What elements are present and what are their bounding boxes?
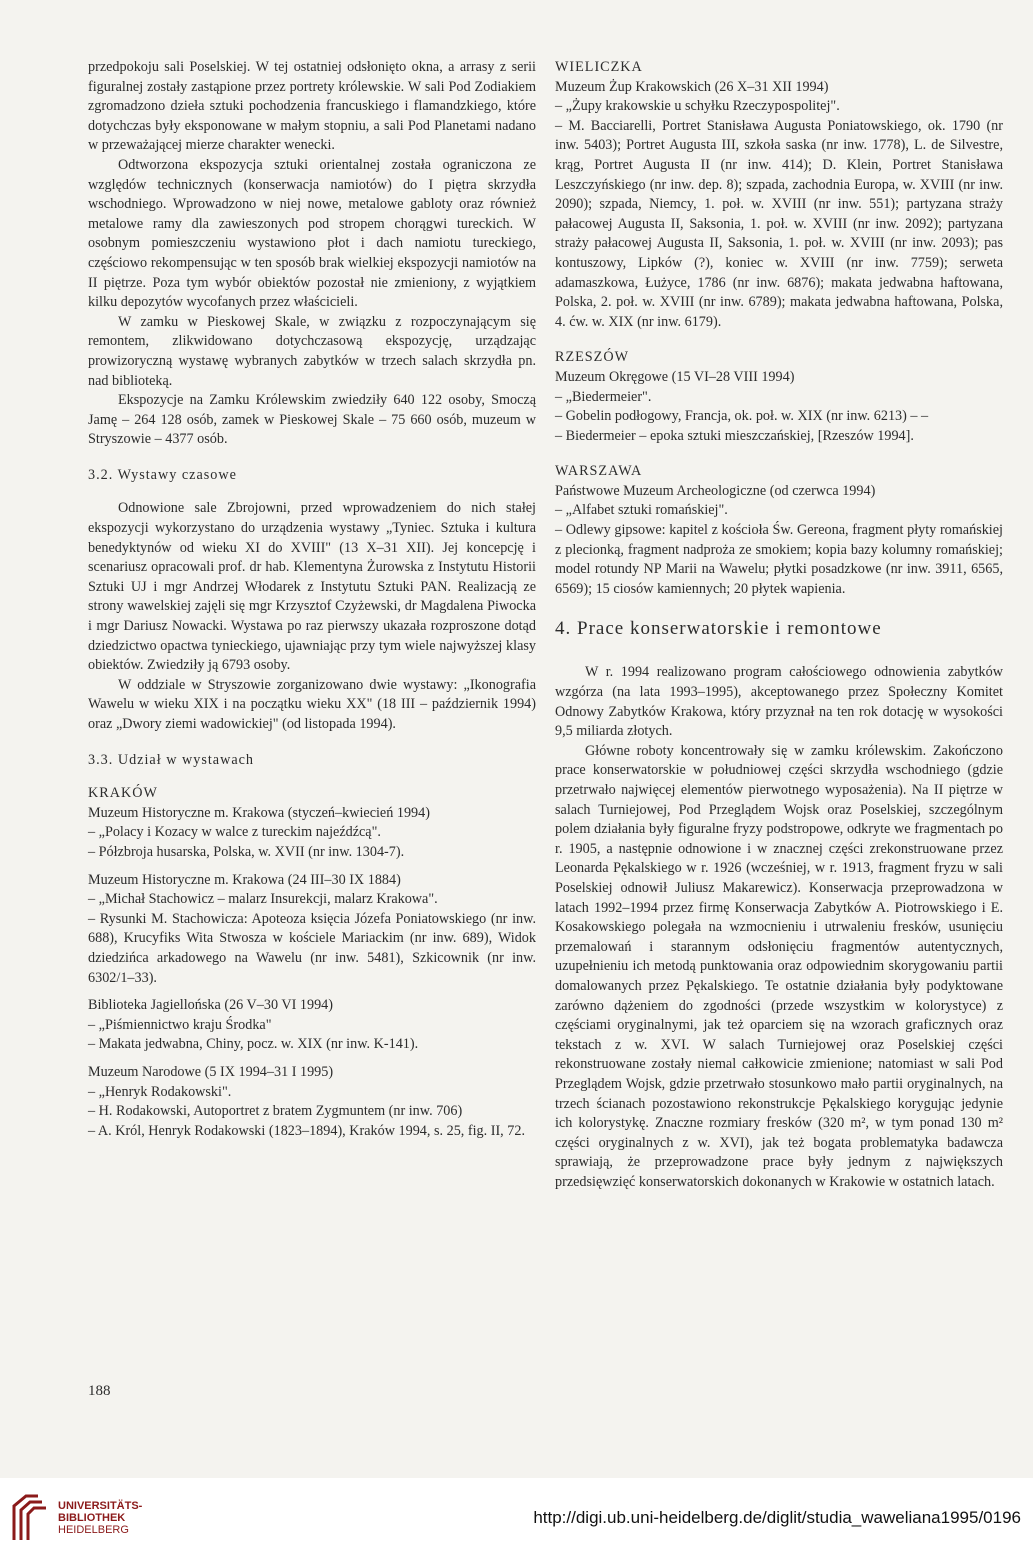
list-item: – Półzbroja husarska, Polska, w. XVII (nr inw. 1304-7).: [88, 843, 405, 860]
list-item: – „Żupy krakowskie u schyłku Rzeczypospolitej".: [555, 98, 840, 115]
list-item: – A. Król, Henryk Rodakowski (1823–1894), Kraków 1994, s. 25, fig. II, 72.: [88, 1122, 526, 1139]
footer-bar: [0, 1478, 1033, 1560]
chapter-heading: 4. Prace konserwatorskie i remontowe: [555, 618, 882, 640]
museum-date: (styczeń–kwiecień 1994): [284, 804, 430, 821]
museum-entry: [88, 804, 536, 824]
museum-date: (od czerwca 1994): [766, 482, 876, 499]
paragraph: W oddziale w Stryszowie zorganizowano dwie wystawy: „Ikonografia Wawelu w wieku XIX i na początku wieku XX" (18 III – październik 1994) oraz „Dwory ziemi wadowickiej" (od listopada 1994).: [88, 676, 536, 732]
library-logo-icon: [10, 1492, 52, 1544]
museum-date: (26 V–30 VI 1994): [220, 997, 333, 1014]
museum-name: Muzeum Historyczne m. Krakowa: [88, 804, 285, 821]
paragraph: Ekspozycje na Zamku Królewskim zwiedziły 640 122 osoby, Smoczą Jamę – 264 128 osób, zamek w Pieskowej Skale – 75 660 osób, muzeum w Stryszowie – 4377 osób.: [88, 392, 536, 448]
list-item: – H. Rodakowski, Autoportret z bratem Zygmuntem (nr inw. 706): [88, 1103, 463, 1120]
paragraph: Odtworzona ekspozycja sztuki orientalnej została ograniczona ze względów technicznych (konserwacja namiotów) do I piętra skrzydła wschodniego. Wprowadzono w niej nowe, metalowe gabloty oraz również metalowe ramy dla zawieszonych pod stropem chorągwi tureckich. W osobnym pomieszczeniu wystawiono płot i dach namiotu tureckiego, częściowo rekompensując w ten sposób brak wielkiej ekspozycji namiotów na II piętrze. Poza tym wybór obiektów pozostał nie zmieniony, z wyjątkiem kilku depozytów wycofanych przez właścicieli.: [88, 156, 536, 311]
list-item: – Odlewy gipsowe: kapitel z kościoła Św. Gereona, fragment płyty romańskiej z plecionką, fragment nadproża ze smokiem; kopia bazy kolumny romańskiej; model rotundy NP Marii na Wawelu; płytki posadzkowe (nr inw. 3911, 6565, 6569); 15 ciosów kamiennych; 20 płytek wapienia.: [555, 522, 1003, 597]
list-item: – „Henryk Rodakowski".: [88, 1083, 232, 1100]
museum-entry: [555, 368, 1003, 388]
list-item: – Rysunki M. Stachowicza: Apoteoza księcia Józefa Poniatowskiego (nr inw. 688), Krucyfiks Wita Stwosza w kościele Mariackim (nr inw. 689), Widok dziedzińca arkadowego na Wawelu (nr inw. 5481), Szkicownik (nr inw. 6302/1–33).: [88, 910, 536, 986]
page-number: 188: [88, 1383, 111, 1399]
museum-entry: [88, 1063, 536, 1083]
museum-name: Muzeum Historyczne m. Krakowa: [88, 871, 285, 888]
paragraph: Główne roboty koncentrowały się w zamku królewskim. Zakończono prace konserwatorskie w południowej części skrzydła wschodniego (gdzie przetrwało najwięcej elementów pierwotnego wyposażenia). Na II piętrze w salach Turniejowej, Pod Przeglądem Wojsk oraz Poselskiej, szczególnym polem działania były figuralne fryzy podstropowe, odkryte we fragmentach po r. 1905, a następnie odnowione i w znacznej części zrekonstruowane przez Leonarda Pękalskiego w r. 1926 (wcześniej, w r. 1913, fragment fryzu w sali Poselskiej odnowił Juliusz Makarewicz). Konserwacja przeprowadzona w latach 1992–1994 przez firmę Konserwacja Zabytków A. Piotrowskiego i E. Kosakowskiego polegała na wzmocnieniu i utrwaleniu fresków, usunięciu przemalowań i starannym odsłonięciu fragmentów autentycznych, uzupełnieniu ich metodą punktowania oraz odpowiednim skorygowaniu partii domalowanych przez Pękalskiego. Te ostatnie działania były podyktowane zarówno dążeniem do zgodności (przede wszystkim w kolorystyce) z częściami oryginalnymi, jak też oparciem się na wzorach graficznych oraz tekstach z w. XVI. W salach Turniejowej oraz Poselskiej części rekonstruowane zostały niemal całkowicie zmienione; natomiast w sali Pod Przeglądem Wojsk, gdzie przetrwało stosunkowo mało partii oryginalnych, na trzech ścianach pozostawiono rekonstrukcje Pękalskiego korygując jedynie ich kolorystykę. Znaczne rozmiary fresków (320 m², w tym ponad 130 m² części oryginalnych z w. XVI), jak też bogata problematyka badawcza sprawiają, że przeprowadzone prace były jednym z największych przedsięwzięć konserwatorskich dokonanych w Krakowie w ostatnich latach.: [555, 742, 1003, 1190]
logo-line: BIBLIOTHEK: [58, 1512, 126, 1524]
museum-entry: [555, 482, 1003, 502]
museum-entry: [555, 78, 1003, 98]
city-heading: RZESZÓW: [555, 349, 629, 366]
list-item: – „Alfabet sztuki romańskiej".: [555, 502, 728, 519]
section-heading: 3.2. Wystawy czasowe: [88, 466, 237, 483]
logo-line: HEIDELBERG: [58, 1524, 129, 1536]
library-logo-text: [58, 1500, 142, 1536]
source-url-link[interactable]: http://digi.ub.uni-heidelberg.de/diglit/studia_waweliana1995/0196: [533, 1508, 1021, 1527]
list-item: – Makata jedwabna, Chiny, pocz. w. XIX (nr inw. K-141).: [88, 1036, 419, 1053]
city-heading: WARSZAWA: [555, 463, 643, 480]
paragraph: W r. 1994 realizowano program całościowego odnowienia zabytków wzgórza (na lata 1993–1995), akceptowanego przez Społeczny Komitet Odnowy Zabytków Krakowa, który przyznał na ten rok dotację w wysokości 9,5 miliarda złotych.: [555, 664, 1003, 740]
paragraph: W zamku w Pieskowej Skale, w związku z rozpoczynającym się remontem, zlikwidowano dotychczasową ekspozycję, urządzając prowizoryczną wystawę wybranych zabytków w trzech salach skrzydła pn. nad biblioteką.: [88, 313, 536, 389]
city-heading: WIELICZKA: [555, 59, 643, 75]
museum-date: (26 X–31 XII 1994): [711, 78, 829, 95]
paragraph: przedpokoju sali Poselskiej. W tej ostatniej odsłonięto okna, a arrasy z serii figuralnej zostały zastąpione przez portrety królewskie. W sali Pod Zodiakiem zgromadzono dzieła sztuki pochodzenia francuskiego i flamandzkiego, które dotychczas były eksponowane w małym stopniu, a sali Pod Planetami nadano w przeważającej mierze charakter wenecki.: [88, 59, 536, 154]
right-column: [555, 58, 1003, 1192]
museum-name: Muzeum Narodowe: [88, 1063, 202, 1080]
museum-name: Muzeum Okręgowe: [555, 368, 669, 385]
museum-name: Państwowe Muzeum Archeologiczne: [555, 482, 767, 499]
paragraph: Odnowione sale Zbrojowni, przed wprowadzeniem do nich stałej ekspozycji wykorzystano do urządzenia wystawy „Tyniec. Sztuka i kultura benedyktynów od wieku XI do XVIII" (13 X–31 XII). Jej koncepcję i scenariusz opracowali prof. dr hab. Klementyna Żurowska z Instytutu Historii Sztuki UJ i mgr Andrzej Włodarek z Instytutu Sztuki PAN. Realizacją ze strony wawelskiej zajęli się mgr Krzysztof Czyżewski, dr Magdalena Piwocka i mgr Dariusz Nowacki. Wystawa po raz pierwszy ukazała rozproszone dotąd dziedzictwo opactwa tynieckiego, ujawniając przy tym wiele najwyższej klasy obiektów. Zwiedziły ją 6793 osoby.: [88, 500, 536, 674]
museum-name: Biblioteka Jagiellońska: [88, 997, 221, 1014]
list-item: – Gobelin podłogowy, Francja, ok. poł. w. XIX (nr inw. 6213) – –: [555, 408, 929, 425]
left-column: [88, 58, 536, 1141]
museum-name: Muzeum Żup Krakowskich: [555, 78, 712, 95]
list-item: – „Biedermeier".: [555, 388, 652, 405]
list-item: – Biedermeier – epoka sztuki mieszczańskiej, [Rzeszów 1994].: [555, 427, 914, 444]
museum-entry: [88, 996, 536, 1016]
logo-line: UNIVERSITÄTS-: [58, 1500, 143, 1512]
section-heading: 3.3. Udział w wystawach: [88, 751, 255, 768]
list-item: – „Polacy i Kozacy w walce z tureckim najeźdźcą".: [88, 824, 381, 841]
museum-entry: [88, 871, 536, 891]
museum-date: (15 VI–28 VIII 1994): [668, 368, 795, 385]
city-heading: KRAKÓW: [88, 785, 158, 802]
museum-date: (24 III–30 IX 1884): [284, 871, 401, 888]
list-item: – M. Bacciarelli, Portret Stanisława Augusta Poniatowskiego, ok. 1790 (nr inw. 5403); Portret Augusta III, szkoła saska (nr inw. 1778), L. de Silvestre, krąg, Portret Augusta II (nr inw. 414); D. Klein, Portret Stanisława Leszczyńskiego (nr inw. dep. 8); szpada, zachodnia Europa, w. XVIII (nr inw. 2090); szpada, Niemcy, 1. poł. w. XVIII (nr inw. 551); partyzana straży pałacowej Augusta II, Saksonia, 1. poł. w. XVIII (nr inw. 2092); partyzana straży pałacowej Augusta II, Saksonia, 1. poł. w. XVIII (nr inw. 2093); pas kontuszowy, Lipków (?), koniec w. XVIII (nr inw. 7759); serweta adamaszkowa, Łużyce, 1786 (nr inw. 6876); makata jedwabna haftowana, Polska, 2. poł. w. XVIII (nr inw. 6789); makata jedwabna haftowana, Polska, 4. ćw. w. XIX (nr inw. 6179).: [555, 117, 1003, 330]
museum-date: (5 IX 1994–31 I 1995): [201, 1063, 334, 1080]
list-item: – „Michał Stachowicz – malarz Insurekcji, malarz Krakowa".: [88, 891, 438, 908]
list-item: – „Piśmiennictwo kraju Środka": [88, 1016, 272, 1033]
